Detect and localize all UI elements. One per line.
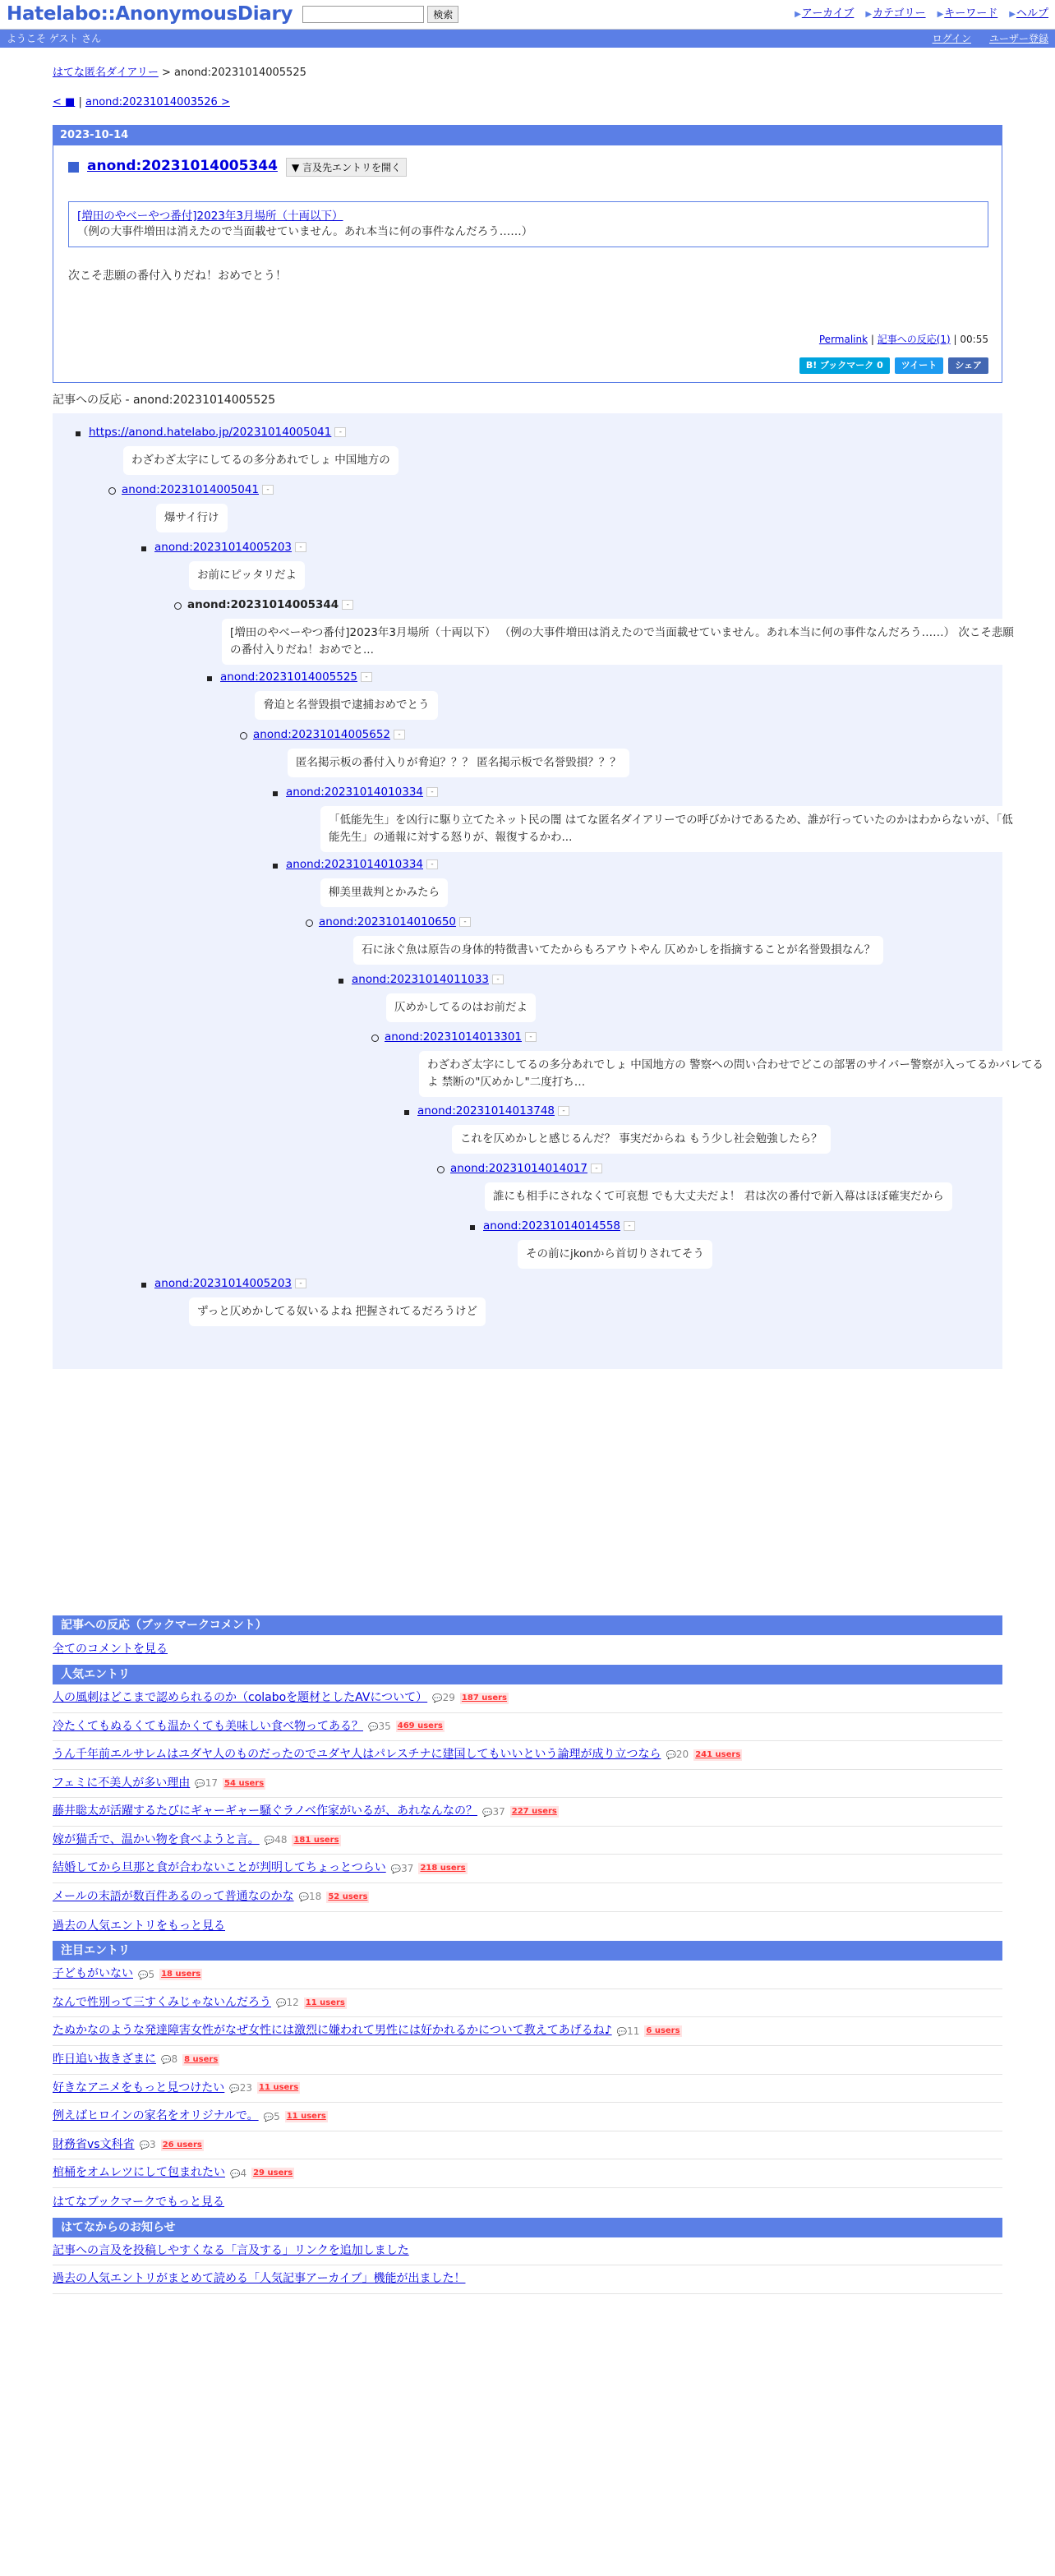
users-badge[interactable]: 11 users bbox=[259, 2083, 299, 2093]
comment-count bbox=[230, 2167, 246, 2181]
reaction-tree bbox=[53, 413, 1043, 1369]
comment-number: 35 bbox=[378, 1720, 391, 1732]
arrow-icon: ▶ bbox=[1009, 10, 1016, 20]
top-nav bbox=[795, 7, 1048, 21]
site-logo[interactable]: Hatelabo::AnonymousDiary bbox=[7, 3, 293, 25]
comment-icon: 💬 bbox=[230, 2169, 241, 2179]
comment-count bbox=[432, 1691, 455, 1705]
comment-number: 3 bbox=[150, 2139, 156, 2151]
collapse-icon[interactable]: - bbox=[492, 975, 504, 984]
entry-row bbox=[53, 1684, 1002, 1713]
reaction-item bbox=[286, 785, 438, 801]
reaction-link[interactable]: anond:20231014010334 bbox=[286, 786, 424, 800]
entry-link[interactable]: 子どもがいない bbox=[53, 1967, 133, 1981]
reaction-text: お前にピッタリだよ bbox=[189, 561, 305, 590]
collapse-icon[interactable]: - bbox=[342, 600, 353, 610]
collapse-icon[interactable]: - bbox=[558, 1106, 569, 1116]
comment-number: 12 bbox=[286, 1997, 299, 2009]
breadcrumb-current: anond:20231014005525 bbox=[174, 67, 306, 79]
reaction-link[interactable]: anond:20231014011033 bbox=[352, 973, 490, 987]
comment-icon: 💬 bbox=[264, 1836, 275, 1846]
entry-link[interactable]: なんで性別って三すくみじゃないんだろう bbox=[53, 1995, 271, 2009]
users-badge[interactable]: 8 users bbox=[184, 2054, 219, 2064]
search-button[interactable]: 検索 bbox=[427, 6, 458, 23]
prev-link[interactable]: < ■ bbox=[53, 96, 76, 109]
users-badge[interactable]: 29 users bbox=[253, 2168, 293, 2178]
news-heading: はてなからのお知らせ bbox=[53, 2218, 1002, 2237]
comment-icon: 💬 bbox=[298, 1893, 310, 1903]
entry-box bbox=[53, 125, 1002, 382]
entry-footer: Permalink | 記事への反応(1) | 00:55 bbox=[818, 333, 988, 345]
users-badge[interactable]: 11 users bbox=[305, 1998, 345, 2007]
breadcrumb-sep: > bbox=[161, 67, 171, 79]
reaction-item bbox=[286, 857, 438, 873]
popular-heading: 人気エントリ bbox=[53, 1665, 1002, 1684]
reaction-text: 爆サイ行け bbox=[156, 504, 228, 532]
entry-row bbox=[53, 2046, 1002, 2075]
reaction-item bbox=[483, 1219, 635, 1235]
reaction-text: 匿名掲示板の番付入りが脅迫？？？ 匿名掲示板で名誉毀損？？？ bbox=[288, 749, 629, 777]
open-referenced-entry-button[interactable]: ▼ 言及先エントリを開く bbox=[286, 158, 407, 177]
reaction-item bbox=[417, 1104, 569, 1120]
comment-number: 11 bbox=[627, 2025, 640, 2037]
reaction-link[interactable]: anond:20231014010650 bbox=[319, 915, 457, 929]
login-link[interactable]: ログイン bbox=[932, 32, 971, 44]
comment-icon: 💬 bbox=[229, 2084, 240, 2094]
collapse-icon[interactable]: - bbox=[262, 485, 274, 495]
entry-date: 2023-10-14 bbox=[53, 126, 1002, 145]
reaction-item bbox=[122, 482, 274, 499]
news-item[interactable]: 過去の人気エントリがまとめて読める「人気記事アーカイブ」機能が出ました！ bbox=[53, 2272, 466, 2286]
entry-row bbox=[53, 1961, 1002, 1989]
comment-number: 17 bbox=[205, 1777, 219, 1789]
reaction-text: 「低能先生」を凶行に駆り立てたネット民の闇 はてな匿名ダイアリーでの呼びかけであるため、誰が行っていたのかはわからないが、「低能先生」の通報に対する怒りが、報復するかわ... bbox=[320, 806, 1027, 852]
collapse-icon[interactable]: - bbox=[426, 859, 438, 869]
quote-block bbox=[68, 201, 988, 247]
entry-row bbox=[53, 1989, 1002, 2018]
users-badge[interactable]: 26 users bbox=[162, 2140, 202, 2150]
comment-icon: 💬 bbox=[368, 1722, 379, 1732]
collapse-icon[interactable]: - bbox=[361, 672, 372, 682]
comment-count bbox=[265, 1833, 288, 1847]
reactions-link[interactable]: 記事への反応(1) bbox=[877, 333, 951, 345]
popular-more-link[interactable]: 過去の人気エントリをもっと見る bbox=[53, 1919, 225, 1933]
breadcrumb-root[interactable]: はてな匿名ダイアリー bbox=[53, 67, 159, 79]
top-bar bbox=[0, 0, 1055, 30]
comment-number: 4 bbox=[240, 2167, 247, 2179]
entry-body: 次こそ悲願の番付入りだね！おめでとう！ bbox=[68, 269, 287, 283]
reaction-link[interactable]: anond:20231014010334 bbox=[286, 858, 424, 872]
comment-count bbox=[276, 1996, 299, 2010]
search-input[interactable] bbox=[302, 6, 424, 23]
entry-time: 00:55 bbox=[960, 333, 988, 345]
reaction-link[interactable]: anond:20231014005525 bbox=[220, 670, 358, 684]
reaction-link[interactable]: anond:20231014005652 bbox=[253, 728, 391, 742]
entry-link[interactable]: 棺桶をオムレツにして包まれたい bbox=[53, 2166, 225, 2180]
collapse-icon[interactable]: - bbox=[624, 1221, 635, 1231]
user-bar bbox=[0, 30, 1055, 48]
reaction-text: 柳美里裁判とかみたら bbox=[320, 878, 448, 907]
nav-help[interactable]: ヘルプ bbox=[1016, 7, 1048, 21]
news-item[interactable]: 記事への言及を投稿しやすくなる「言及する」リンクを追加しました bbox=[53, 2243, 409, 2257]
arrow-icon: ▶ bbox=[937, 10, 944, 20]
comment-count bbox=[391, 1862, 414, 1876]
reaction-item bbox=[385, 1030, 537, 1046]
users-badge[interactable]: 52 users bbox=[328, 1892, 368, 1901]
comment-count bbox=[138, 1968, 154, 1982]
reaction-text: [増田のやべーやつ番付]2023年3月場所（十両以下） （例の大事件増田は消えたので当面載せていません。あれ本当に何の事件なんだろう……） 次こそ悲願の番付入りだね！おめでと... bbox=[222, 619, 1027, 665]
reaction-link[interactable]: anond:20231014014558 bbox=[483, 1219, 621, 1233]
comment-number: 5 bbox=[148, 1968, 155, 1980]
users-badge[interactable]: 11 users bbox=[286, 2112, 326, 2122]
reaction-text: その前にjkonから首切りされてそう bbox=[518, 1240, 712, 1269]
comment-number: 5 bbox=[274, 2110, 280, 2122]
entry-row bbox=[53, 1798, 1002, 1827]
nav-archive[interactable]: アーカイブ bbox=[801, 7, 855, 21]
comment-count bbox=[482, 1805, 505, 1819]
tweet-button[interactable]: ツイート bbox=[895, 357, 943, 373]
entry-link[interactable]: 藤井聡太が活躍するたびにギャーギャー騒ぐラノベ作家がいるが、あれなんなの？ bbox=[53, 1804, 478, 1818]
reactions-heading: 記事への反応 - anond:20231014005525 bbox=[53, 393, 276, 407]
entry-row bbox=[53, 2075, 1002, 2104]
comment-number: 8 bbox=[171, 2053, 178, 2066]
comment-icon: 💬 bbox=[139, 2141, 150, 2151]
entry-title[interactable]: anond:20231014005344 bbox=[87, 158, 278, 175]
comment-icon: 💬 bbox=[390, 1864, 402, 1874]
comment-count bbox=[617, 2025, 640, 2039]
collapse-icon[interactable]: - bbox=[459, 917, 471, 927]
comment-icon: 💬 bbox=[263, 2113, 274, 2122]
comment-count bbox=[195, 1776, 218, 1790]
entry-link[interactable]: 例えばヒロインの家名をオリジナルで。 bbox=[53, 2109, 259, 2123]
main-content bbox=[53, 66, 1043, 2294]
quote-link[interactable]: [増田のやべーやつ番付]2023年3月場所（十両以下） bbox=[77, 210, 343, 223]
collapse-icon[interactable]: - bbox=[295, 542, 306, 552]
comment-icon: 💬 bbox=[138, 1970, 149, 1980]
users-badge[interactable]: 54 users bbox=[224, 1778, 265, 1788]
reaction-text: ずっと仄めかしてる奴いるよね 把握されてるだろうけど bbox=[189, 1297, 486, 1326]
next-link[interactable]: anond:20231014003526 > bbox=[85, 96, 230, 109]
comment-count bbox=[229, 2081, 252, 2095]
reaction-text: 脅迫と名誉毀損で逮捕おめでとう bbox=[255, 691, 438, 720]
pager bbox=[53, 95, 1002, 110]
entry-link[interactable]: たぬかなのような発達障害女性がなぜ女性には激烈に嫌われて男性には好かれるかについて教えてあげるね♪ bbox=[53, 2024, 612, 2038]
reaction-item bbox=[450, 1161, 602, 1177]
quote-text: （例の大事件増田は消えたので当面載せていません。あれ本当に何の事件なんだろう……） bbox=[77, 225, 533, 239]
reaction-link[interactable]: anond:20231014014017 bbox=[450, 1162, 588, 1176]
comment-number: 37 bbox=[492, 1805, 505, 1818]
comment-count bbox=[264, 2110, 280, 2124]
comment-count bbox=[368, 1720, 391, 1734]
nav-keyword[interactable]: キーワード bbox=[944, 7, 998, 21]
comment-count bbox=[666, 1748, 689, 1762]
reaction-text: 石に泳ぐ魚は原告の身体的特徴書いてたからもろアウトやん 仄めかしを指摘することが名誉毀損なん？ bbox=[353, 936, 883, 965]
comment-number: 48 bbox=[274, 1834, 288, 1846]
permalink[interactable]: Permalink bbox=[818, 333, 868, 345]
reaction-link[interactable]: anond:20231014005203 bbox=[154, 541, 293, 555]
comment-icon: 💬 bbox=[276, 1999, 287, 2009]
square-icon bbox=[68, 162, 79, 173]
attention-heading: 注目エントリ bbox=[53, 1941, 1002, 1961]
users-badge[interactable]: 218 users bbox=[420, 1864, 466, 1873]
reaction-text: 仄めかしてるのはお前だよ bbox=[386, 993, 536, 1022]
entry-row bbox=[53, 2131, 1002, 2160]
comment-number: 18 bbox=[309, 1891, 322, 1903]
entry-link[interactable]: 嫁が猫舌で、温かい物を食べようと言。 bbox=[53, 1832, 260, 1846]
reaction-item bbox=[253, 727, 405, 744]
search-form bbox=[302, 6, 458, 23]
entry-row bbox=[53, 2103, 1002, 2131]
reaction-item bbox=[187, 597, 353, 614]
reaction-link[interactable]: anond:20231014005041 bbox=[122, 483, 260, 497]
reaction-text: わざわざ太字にしてるの多分あれでしょ 中国地方の 警察への問い合わせでどこの部署のサイバー警察が入ってるかバレてるよ 禁断の"仄めかし"二度打ち… bbox=[419, 1051, 1055, 1097]
reaction-link[interactable]: anond:20231014013301 bbox=[385, 1030, 523, 1044]
register-link[interactable]: ユーザー登録 bbox=[988, 32, 1048, 44]
pager-sep: | bbox=[78, 96, 82, 109]
attention-more-link[interactable]: はてなブックマークでもっと見る bbox=[53, 2196, 225, 2210]
entry-row bbox=[53, 1855, 1002, 1883]
users-badge[interactable]: 241 users bbox=[695, 1749, 741, 1759]
users-badge[interactable]: 18 users bbox=[161, 1970, 201, 1979]
entry-row bbox=[53, 2017, 1002, 2046]
entry-link[interactable]: 人の風刺はどこまで認められるのか（colaboを題材としたAVについて） bbox=[53, 1690, 428, 1704]
welcome-text: ようこそ ゲスト さん bbox=[7, 32, 102, 44]
all-comments-link[interactable]: 全てのコメントを見る bbox=[53, 1643, 168, 1657]
entry-row bbox=[53, 2159, 1002, 2188]
comment-icon: 💬 bbox=[482, 1808, 493, 1818]
breadcrumb bbox=[53, 66, 1002, 81]
comment-count bbox=[140, 2138, 156, 2152]
users-badge[interactable]: 6 users bbox=[646, 2026, 680, 2036]
collapse-icon[interactable]: - bbox=[525, 1032, 537, 1042]
entry-link[interactable]: 冷たくてもぬるくても温かくても美味しい食べ物ってある？ bbox=[53, 1719, 363, 1733]
collapse-icon[interactable]: - bbox=[295, 1279, 306, 1288]
reaction-link[interactable]: anond:20231014005203 bbox=[154, 1277, 293, 1291]
reaction-text: わざわざ太字にしてるの多分あれでしょ 中国地方の bbox=[123, 446, 399, 475]
collapse-icon[interactable]: - bbox=[591, 1164, 602, 1173]
collapse-icon[interactable]: - bbox=[334, 427, 346, 437]
users-badge[interactable]: 227 users bbox=[511, 1807, 557, 1817]
entry-row bbox=[53, 1741, 1002, 1770]
comment-count bbox=[299, 1890, 322, 1904]
entry-link[interactable]: 昨日追い抜きざまに bbox=[53, 2053, 156, 2067]
reaction-link[interactable]: https://anond.hatelabo.jp/20231014005041 bbox=[89, 426, 332, 440]
comment-number: 37 bbox=[401, 1862, 414, 1874]
reaction-item bbox=[89, 425, 346, 441]
users-badge[interactable]: 187 users bbox=[461, 1693, 507, 1703]
users-badge[interactable]: 469 users bbox=[397, 1721, 443, 1731]
arrow-icon: ▶ bbox=[865, 10, 873, 20]
collapse-icon[interactable]: - bbox=[394, 730, 405, 740]
comment-number: 23 bbox=[239, 2081, 253, 2094]
reaction-link: anond:20231014005344 bbox=[187, 598, 339, 612]
reaction-item bbox=[352, 972, 504, 988]
entry-row bbox=[53, 1883, 1002, 1912]
entry-link[interactable]: 財務省vs文科省 bbox=[53, 2137, 135, 2151]
nav-category[interactable]: カテゴリー bbox=[873, 7, 926, 21]
entry-link[interactable]: うん千年前エルサレムはユダヤ人のものだったのでユダヤ人はパレスチナに建国してもいいという論理が成り立つなら bbox=[53, 1748, 661, 1762]
attention-list bbox=[53, 1961, 1002, 2188]
comment-icon: 💬 bbox=[616, 2027, 628, 2037]
collapse-icon[interactable]: - bbox=[426, 787, 438, 797]
popular-list bbox=[53, 1684, 1002, 1912]
entry-link[interactable]: フェミに不美人が多い理由 bbox=[53, 1776, 191, 1790]
reaction-link[interactable]: anond:20231014013748 bbox=[417, 1104, 555, 1118]
reaction-text: これを仄めかしと感じるんだ？ 事実だからね もう少し社会勉強したら？ bbox=[452, 1125, 831, 1154]
comment-number: 29 bbox=[442, 1692, 455, 1704]
entry-row bbox=[53, 1770, 1002, 1799]
comment-number: 20 bbox=[675, 1749, 689, 1761]
bookmark-comments-heading: 記事への反応（ブックマークコメント） bbox=[53, 1615, 1002, 1635]
arrow-icon: ▶ bbox=[795, 10, 801, 20]
reaction-item bbox=[154, 540, 306, 556]
entry-link[interactable]: メールの末語が数百件あるのって普通なのかな bbox=[53, 1890, 294, 1904]
reaction-item bbox=[220, 670, 372, 686]
comment-count bbox=[161, 2053, 177, 2067]
comment-icon: 💬 bbox=[195, 1780, 205, 1789]
users-badge[interactable]: 181 users bbox=[293, 1835, 339, 1845]
comment-icon: 💬 bbox=[432, 1694, 443, 1704]
entry-row bbox=[53, 1713, 1002, 1742]
facebook-share-button[interactable]: シェア bbox=[948, 357, 988, 373]
reaction-item bbox=[154, 1276, 306, 1293]
entry-link[interactable]: 好きなアニメをもっと見つけたい bbox=[53, 2081, 225, 2094]
entry-link[interactable]: 結婚してから旦那と食が合わないことが判明してちょっとつらい bbox=[53, 1861, 386, 1875]
bookmark-button[interactable]: B! ブックマーク 0 bbox=[799, 357, 890, 373]
entry-row bbox=[53, 1827, 1002, 1855]
reaction-item bbox=[319, 915, 471, 931]
comment-icon: 💬 bbox=[161, 2056, 172, 2066]
reaction-text: 誰にも相手にされなくて可哀想 でも大丈夫だよ！ 君は次の番付で新入幕はほぼ確実だから bbox=[485, 1182, 952, 1211]
share-buttons bbox=[68, 357, 988, 373]
comment-icon: 💬 bbox=[666, 1751, 676, 1761]
